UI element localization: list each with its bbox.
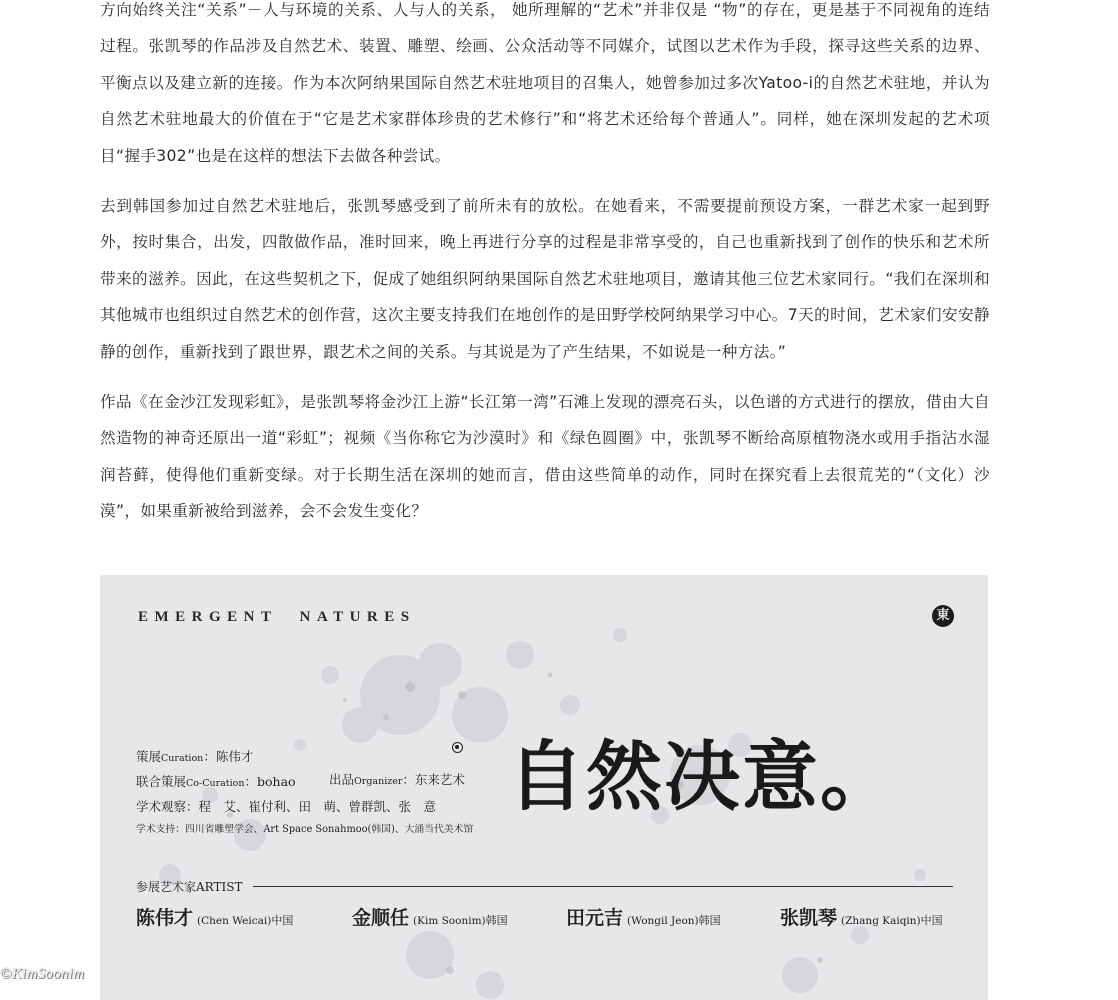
poster-header-left: EMERGENT <box>138 609 278 625</box>
poster-title: 自然决意。 <box>508 732 898 821</box>
artist-entry <box>352 903 508 930</box>
credit-value: ：东来艺术 <box>402 772 465 787</box>
artist-entry <box>566 903 721 930</box>
artist-name: 田元吉 <box>566 907 624 929</box>
artist-country: 中国 <box>920 914 943 927</box>
credit-value: ：bohao <box>244 774 296 789</box>
credit-value: ：陈伟才 <box>203 749 254 764</box>
artist-name: 陈伟才 <box>136 907 194 929</box>
artist-name-en: (Chen Weicai) <box>197 915 272 927</box>
artist-entry <box>136 903 293 930</box>
credit-label: 联合策展 <box>136 774 187 789</box>
artist-name: 张凯琴 <box>780 907 838 929</box>
divider <box>253 886 953 887</box>
credit-label-en: Co-Curation <box>186 778 245 789</box>
artist-country: 中国 <box>271 914 294 927</box>
organizer-logo-icon: 東 <box>932 605 954 627</box>
article-paragraph: 方向始终关注“关系”－人与环境的关系、人与人的关系， 她所理解的“艺术”并非仅是 “物”的存在，更是基于不同视角的连结过程。张凯琴的作品涉及自然艺术、装置、雕塑、绘画、公众活动等不同媒介，试图以艺术作为手段，探寻这些关系的边界、平衡点以及建立新的连接。作为本次阿纳果国际自然艺术驻地项目的召集人，她曾参加过多次Yatoo-i的自然艺术驻地，并认为自然艺术驻地最大的价值在于“它是艺术家群体珍贵的艺术修行”和“将艺术还给每个普通人”。同样，她在深圳发起的艺术项目“握手302”也是在这样的想法下去做各种尝试。 <box>100 1 990 165</box>
credit-label: 出品 <box>329 772 355 787</box>
artist-name-en: (Wongil Jeon) <box>627 915 699 927</box>
poster-header-right: NATURES <box>299 609 416 625</box>
credit-label: 策展 <box>136 749 162 764</box>
article-paragraph: 作品《在金沙江发现彩虹》，是张凯琴将金沙江上游“长江第一湾”石滩上发现的漂亮石头，以色谱的方式进行的摆放，借由大自然造物的神奇还原出一道“彩虹”；视频《当你称它为沙漠时》和《绿色圆圈》中，张凯琴不断给高原植物浇水或用手指沾水湿润苔藓，使得他们重新变绿。对于长期生活在深圳的她而言，借由这些简单的动作，同时在探究看上去很荒芜的“（文化）沙漠”，如果重新被给到滋养，会不会发生变化？ <box>100 393 990 521</box>
exhibition-poster-image <box>100 575 988 1000</box>
artist-country: 韩国 <box>698 914 721 927</box>
credit-label-en: Curation <box>161 753 204 764</box>
poster-header <box>138 609 416 626</box>
credit-curation <box>136 745 473 770</box>
artist-name-en: (Zhang Kaiqin) <box>841 915 921 927</box>
credit-organizer <box>329 768 465 793</box>
credit-label-en: Organizer <box>354 776 403 787</box>
credit-academic: 学术观察：程 艾、崔付利、田 萌、曾群凯、张 意 <box>136 799 437 814</box>
watermark: ©KimSoonim <box>0 966 85 982</box>
artist-name-en: (Kim Soonim) <box>413 915 486 927</box>
poster-credits <box>136 745 473 841</box>
credit-support: 学术支持：四川省雕塑学会、Art Space Sonahmoo(韩国)、大涌当代美术馆 <box>136 824 474 835</box>
target-dot-icon <box>452 742 463 753</box>
article-body <box>100 0 990 544</box>
article-paragraph: 去到韩国参加过自然艺术驻地后，张凯琴感受到了前所未有的放松。在她看来，不需要提前预设方案，一群艺术家一起到野外，按时集合，出发，四散做作品，准时回来，晚上再进行分享的过程是非常享受的，自己也重新找到了创作的快乐和艺术所带来的滋养。因此，在这些契机之下，促成了她组织阿纳果国际自然艺术驻地项目，邀请其他三位艺术家同行。“我们在深圳和其他城市也组织过自然艺术的创作营，这次主要支持我们在地创作的是田野学校阿纳果学习中心。7天的时间，艺术家们安安静静的创作，重新找到了跟世界，跟艺术之间的关系。与其说是为了产生结果，不如说是一种方法。” <box>100 197 990 361</box>
artist-country: 韩国 <box>485 914 508 927</box>
artist-name: 金顺任 <box>352 907 410 929</box>
artists-heading: 参展艺术家ARTIST <box>136 880 243 894</box>
artist-entry <box>780 903 943 930</box>
